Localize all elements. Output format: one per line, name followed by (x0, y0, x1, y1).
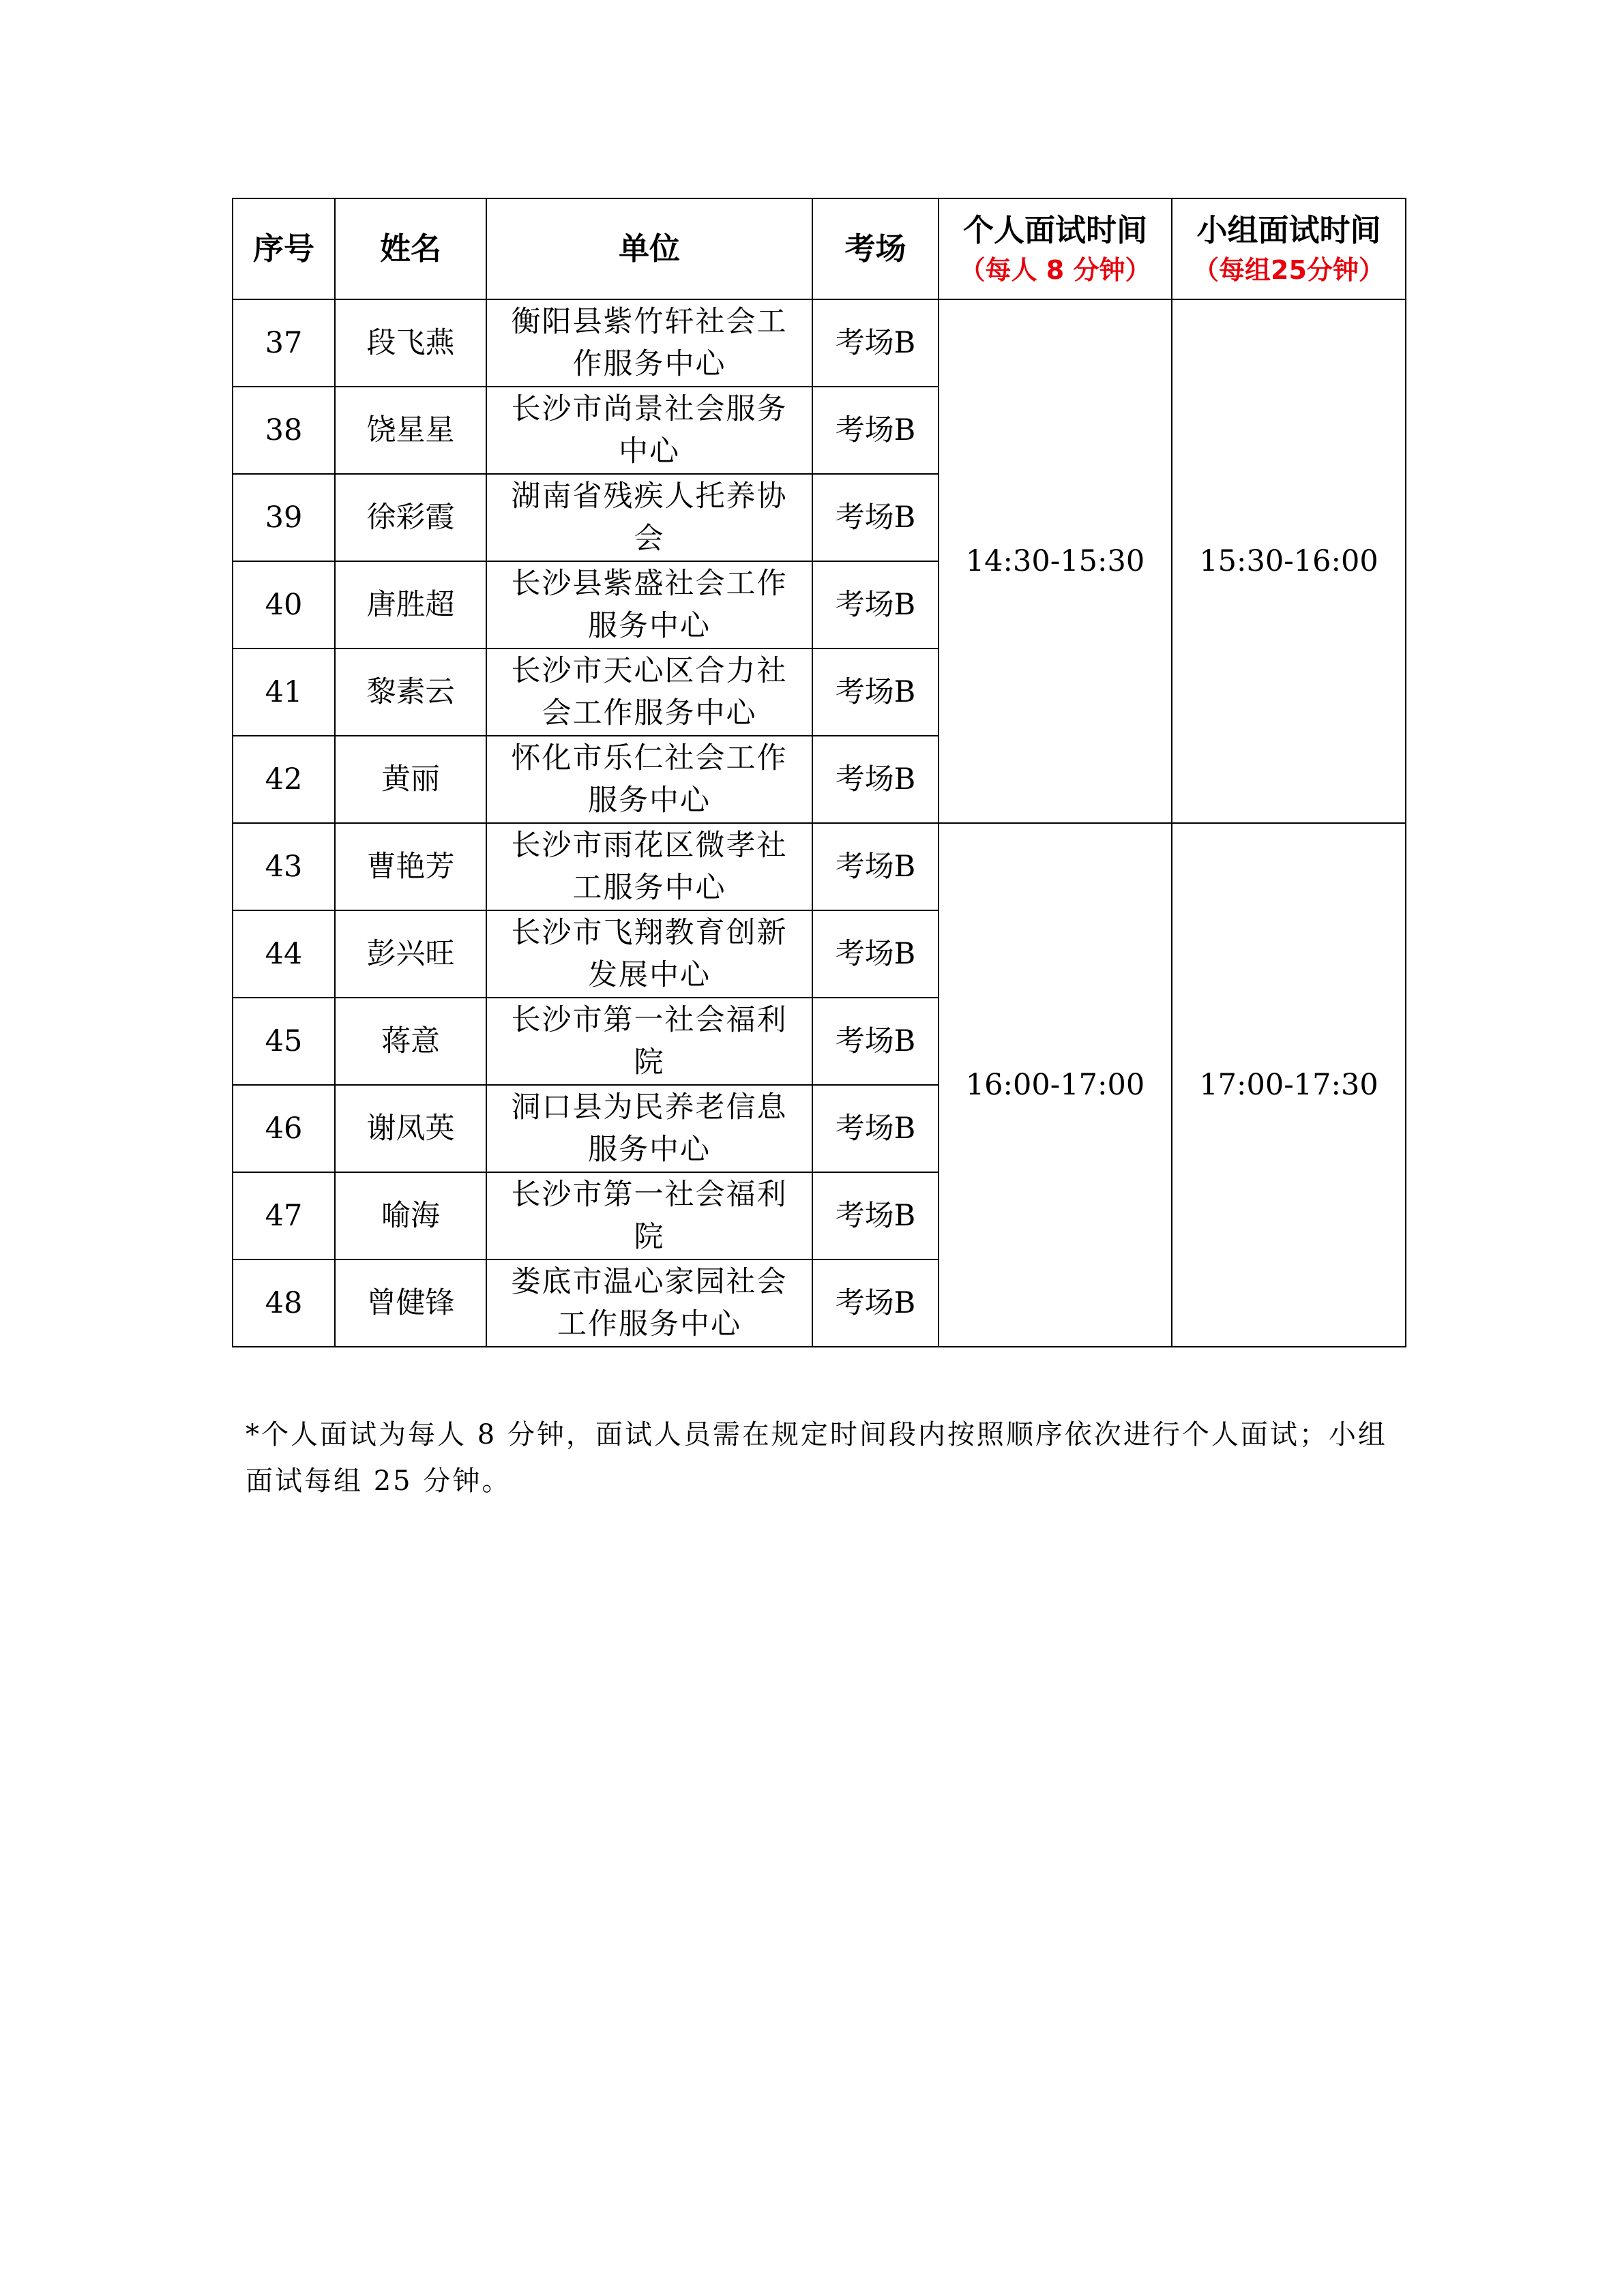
row-name: 徐彩霞 (335, 474, 486, 561)
interview-schedule-table (232, 198, 1406, 1347)
row-seq: 46 (233, 1085, 335, 1172)
row-room: 考场B (812, 648, 939, 736)
individual-time-title: 个人面试时间 (962, 212, 1147, 248)
row-name: 曾健锋 (335, 1259, 486, 1347)
row-unit: 长沙县紫盛社会工作服务中心 (486, 561, 812, 648)
row-room: 考场B (812, 736, 939, 823)
table-row (233, 299, 1406, 387)
header-name: 姓名 (335, 198, 486, 299)
row-name: 喻海 (335, 1172, 486, 1259)
row-seq: 44 (233, 910, 335, 998)
header-unit: 单位 (486, 198, 812, 299)
header-individual-time (939, 198, 1172, 299)
row-room: 考场B (812, 998, 939, 1085)
row-room: 考场B (812, 1085, 939, 1172)
group-time-block-1: 15:30-16:00 (1172, 299, 1406, 823)
row-seq: 48 (233, 1259, 335, 1347)
row-room: 考场B (812, 561, 939, 648)
row-unit: 湖南省残疾人托养协会 (486, 474, 812, 561)
header-room: 考场 (812, 198, 939, 299)
row-seq: 43 (233, 823, 335, 910)
row-unit: 长沙市第一社会福利院 (486, 1172, 812, 1259)
group-time-note: （每组25分钟） (1193, 255, 1385, 285)
row-seq: 45 (233, 998, 335, 1085)
individual-time-block-2: 16:00-17:00 (939, 823, 1172, 1347)
row-unit: 长沙市第一社会福利院 (486, 998, 812, 1085)
row-name: 唐胜超 (335, 561, 486, 648)
individual-time-block-1: 14:30-15:30 (939, 299, 1172, 823)
row-name: 彭兴旺 (335, 910, 486, 998)
row-room: 考场B (812, 823, 939, 910)
row-name: 饶星星 (335, 387, 486, 474)
row-unit: 洞口县为民养老信息服务中心 (486, 1085, 812, 1172)
individual-time-note: （每人 8 分钟） (959, 255, 1151, 285)
group-time-title: 小组面试时间 (1196, 212, 1381, 248)
row-unit: 长沙市天心区合力社会工作服务中心 (486, 648, 812, 736)
row-room: 考场B (812, 1172, 939, 1259)
row-room: 考场B (812, 299, 939, 387)
header-seq: 序号 (233, 198, 335, 299)
row-unit: 娄底市温心家园社会工作服务中心 (486, 1259, 812, 1347)
row-name: 谢凤英 (335, 1085, 486, 1172)
row-name: 曹艳芳 (335, 823, 486, 910)
row-seq: 38 (233, 387, 335, 474)
row-seq: 47 (233, 1172, 335, 1259)
group-time-block-2: 17:00-17:30 (1172, 823, 1406, 1347)
row-unit: 衡阳县紫竹轩社会工作服务中心 (486, 299, 812, 387)
table-row (233, 823, 1406, 910)
row-name: 蒋意 (335, 998, 486, 1085)
header-group-time (1172, 198, 1406, 299)
row-seq: 37 (233, 299, 335, 387)
row-seq: 40 (233, 561, 335, 648)
row-unit: 长沙市尚景社会服务中心 (486, 387, 812, 474)
footnote: *个人面试为每人 8 分钟，面试人员需在规定时间段内按照顺序依次进行个人面试；小组面试每组 25 分钟。 (246, 1419, 1387, 1497)
row-seq: 42 (233, 736, 335, 823)
row-seq: 39 (233, 474, 335, 561)
row-room: 考场B (812, 910, 939, 998)
row-room: 考场B (812, 387, 939, 474)
row-unit: 长沙市雨花区微孝社工服务中心 (486, 823, 812, 910)
header-row (233, 198, 1406, 299)
row-unit: 长沙市飞翔教育创新发展中心 (486, 910, 812, 998)
row-unit: 怀化市乐仁社会工作服务中心 (486, 736, 812, 823)
row-name: 黎素云 (335, 648, 486, 736)
row-room: 考场B (812, 1259, 939, 1347)
row-name: 段飞燕 (335, 299, 486, 387)
row-name: 黄丽 (335, 736, 486, 823)
row-seq: 41 (233, 648, 335, 736)
row-room: 考场B (812, 474, 939, 561)
